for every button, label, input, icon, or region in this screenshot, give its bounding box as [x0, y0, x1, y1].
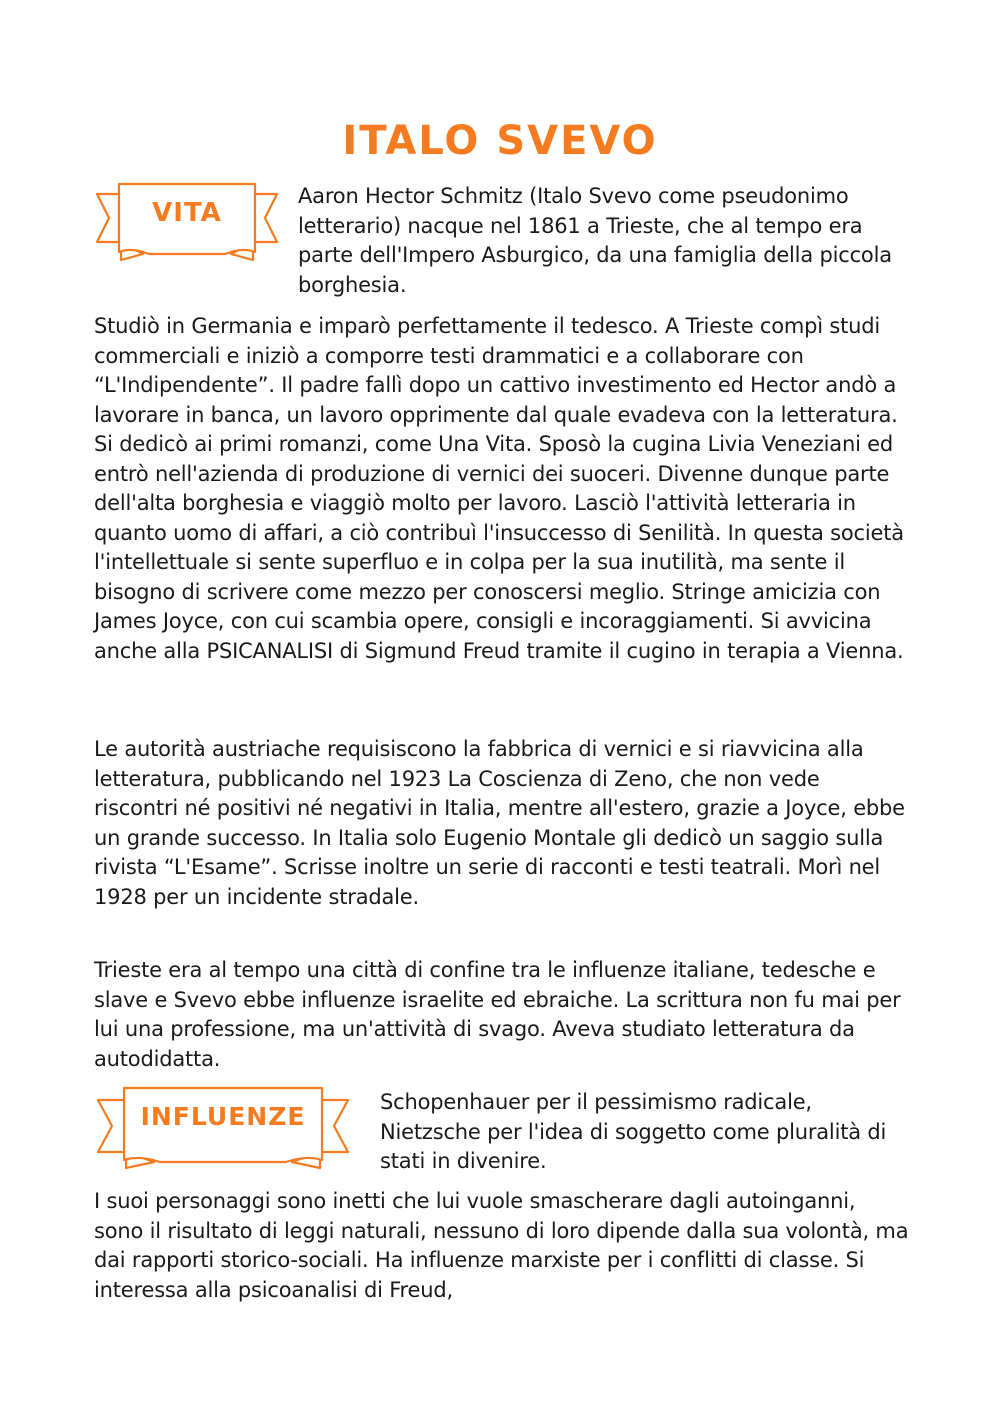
influenze-intro: Schopenhauer per il pessimismo radicale, Nietzsche per l'idea di soggetto come pluralità di stati in divenire. [380, 1090, 887, 1173]
vita-paragraph-3: Trieste era al tempo una città di confine tra le influenze italiane, tedesche e slave e Svevo ebbe influenze israelite ed ebraiche. La scrittura non fu mai per lui una professione, ma un'attività di svago. Aveva studiato letteratura da autodidatta. [94, 958, 901, 1071]
ribbon-vita [95, 182, 279, 262]
vita-paragraph-1: Studiò in Germania e imparò perfettamente il tedesco. A Trieste compì studi commerciali e iniziò a comporre testi drammatici e a collaborare con “L'Indipendente”. Il padre fallì dopo un cattivo investimento ed Hector andò a lavorare in banca, un lavoro opprimente dal quale evadeva con la letteratura. Si dedicò ai primi romanzi, come Una Vita. Sposò la cugina Livia Veneziani ed entrò nell'azienda di produzione di vernici dei suoceri. Divenne dunque parte dell'alta borghesia e viaggiò molto per lavoro. Lasciò l'attività letteraria in quanto uomo di affari, a ciò contribuì l'insuccesso di Senilità. In questa società l'intellettuale si sente superfluo e in colpa per la sua inutilità, ma sente il bisogno di scrivere come mezzo per conoscersi meglio. Stringe amicizia con James Joyce, con cui scambia opere, consigli e incoraggiamenti. Si avvicina anche alla PSICANALISI di Sigmund Freud tramite il cugino in terapia a Vienna. [94, 314, 904, 663]
ribbon-vita-label: VITA [152, 198, 222, 228]
vita-intro: Aaron Hector Schmitz (Italo Svevo come pseudonimo letterario) nacque nel 1861 a Trieste, che al tempo era parte dell'Impero Asburgico, da una famiglia della piccola borghesia. [298, 184, 892, 297]
ribbon-influenze-label: INFLUENZE [140, 1102, 306, 1131]
vita-paragraph-2: Le autorità austriache requisiscono la fabbrica di vernici e si riavvicina alla letteratura, pubblicando nel 1923 La Coscienza di Zeno, che non vede riscontri né positivi né negativi in Italia, mentre all'estero, grazie a Joyce, ebbe un grande successo. In Italia solo Eugenio Montale gli dedicò un saggio sulla rivista “L'Esame”. Scrisse inoltre un serie di racconti e testi teatrali. Morì nel 1928 per un incidente stradale. [94, 737, 905, 909]
page-title: ITALO SVEVO [342, 118, 658, 164]
ribbon-influenze [96, 1086, 350, 1170]
influenze-paragraph-1: I suoi personaggi sono inetti che lui vuole smascherare dagli autoinganni, sono il risultato di leggi naturali, nessuno di loro dipende dalla sua volontà, ma dai rapporti storico-sociali. Ha influenze marxiste per i conflitti di classe. Si interessa alla psicoanalisi di Freud, [94, 1189, 909, 1302]
